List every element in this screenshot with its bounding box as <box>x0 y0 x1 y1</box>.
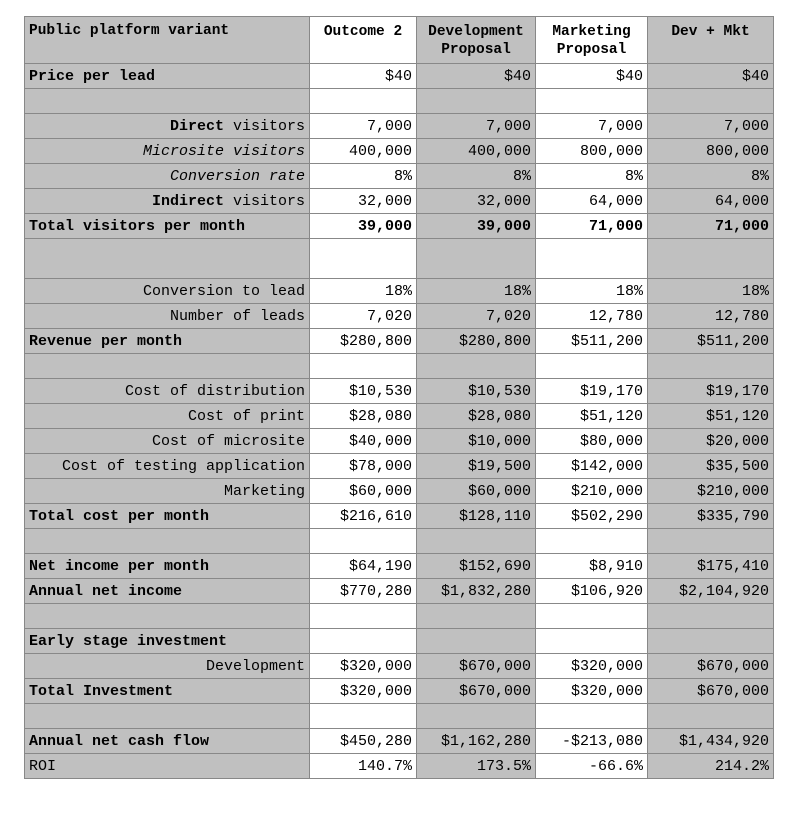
value-cell: $670,000 <box>648 654 774 679</box>
row-label: Development <box>25 654 310 679</box>
value-cell: 12,780 <box>648 304 774 329</box>
spacer-label-cell <box>25 89 310 114</box>
row-label: Total cost per month <box>25 504 310 529</box>
value-cell: $670,000 <box>648 679 774 704</box>
value-cell: $210,000 <box>648 479 774 504</box>
value-cell <box>417 629 536 654</box>
value-cell: $152,690 <box>417 554 536 579</box>
value-cell: $770,280 <box>310 579 417 604</box>
value-cell: 18% <box>310 279 417 304</box>
value-cell: 400,000 <box>417 139 536 164</box>
row-label: Net income per month <box>25 554 310 579</box>
value-cell: $142,000 <box>536 454 648 479</box>
row-label <box>25 139 310 164</box>
spacer-cell <box>648 704 774 729</box>
value-cell: $19,170 <box>536 379 648 404</box>
table-row <box>25 754 774 779</box>
value-cell: 7,000 <box>536 114 648 139</box>
spacer-cell <box>648 604 774 629</box>
table-row <box>25 214 774 239</box>
value-cell: 32,000 <box>417 189 536 214</box>
value-cell: 7,020 <box>417 304 536 329</box>
row-label: Cost of distribution <box>25 379 310 404</box>
row-label <box>25 164 310 189</box>
row-label <box>25 114 310 139</box>
value-cell: 7,000 <box>417 114 536 139</box>
spacer-cell <box>536 89 648 114</box>
value-cell: -66.6% <box>536 754 648 779</box>
value-cell: 7,020 <box>310 304 417 329</box>
table-row <box>25 554 774 579</box>
row-label: ROI <box>25 754 310 779</box>
value-cell: $1,832,280 <box>417 579 536 604</box>
row-label-bold-part: Direct <box>169 117 224 135</box>
table-row <box>25 729 774 754</box>
table-row <box>25 654 774 679</box>
value-cell: $19,500 <box>417 454 536 479</box>
value-cell: $320,000 <box>310 679 417 704</box>
value-cell: $10,530 <box>417 379 536 404</box>
spacer-cell <box>417 704 536 729</box>
value-cell: $51,120 <box>648 404 774 429</box>
spacer-cell <box>417 89 536 114</box>
value-cell: 64,000 <box>536 189 648 214</box>
spacer-row <box>25 239 774 279</box>
row-label-text: Conversion rate <box>169 167 305 185</box>
value-cell: $216,610 <box>310 504 417 529</box>
value-cell: $320,000 <box>536 654 648 679</box>
value-cell: 8% <box>310 164 417 189</box>
value-cell: $106,920 <box>536 579 648 604</box>
row-label: Conversion to lead <box>25 279 310 304</box>
spacer-label-cell <box>25 604 310 629</box>
spacer-label-cell <box>25 704 310 729</box>
value-cell: $280,800 <box>310 329 417 354</box>
value-cell: $670,000 <box>417 654 536 679</box>
row-label-text: Microsite visitors <box>142 142 305 160</box>
value-cell: $64,190 <box>310 554 417 579</box>
row-label: Early stage investment <box>25 629 310 654</box>
value-cell: 400,000 <box>310 139 417 164</box>
spacer-cell <box>536 704 648 729</box>
table-row <box>25 304 774 329</box>
spacer-cell <box>310 529 417 554</box>
value-cell: $450,280 <box>310 729 417 754</box>
row-label: Cost of print <box>25 404 310 429</box>
value-cell: 18% <box>417 279 536 304</box>
value-cell: 71,000 <box>536 214 648 239</box>
table-row <box>25 164 774 189</box>
value-cell: 18% <box>648 279 774 304</box>
spacer-row <box>25 529 774 554</box>
spacer-cell <box>417 604 536 629</box>
value-cell: $28,080 <box>310 404 417 429</box>
value-cell: 8% <box>536 164 648 189</box>
spacer-cell <box>417 354 536 379</box>
value-cell: 800,000 <box>536 139 648 164</box>
spacer-cell <box>648 354 774 379</box>
spacer-cell <box>310 704 417 729</box>
spacer-row <box>25 704 774 729</box>
header-row <box>25 17 774 64</box>
value-cell: $1,162,280 <box>417 729 536 754</box>
spacer-cell <box>417 239 536 279</box>
value-cell: 173.5% <box>417 754 536 779</box>
value-cell: $210,000 <box>536 479 648 504</box>
row-label: Total Investment <box>25 679 310 704</box>
value-cell: $670,000 <box>417 679 536 704</box>
value-cell: 18% <box>536 279 648 304</box>
value-cell: $40,000 <box>310 429 417 454</box>
table-body <box>25 17 774 779</box>
value-cell: 39,000 <box>417 214 536 239</box>
spacer-row <box>25 604 774 629</box>
value-cell: $60,000 <box>417 479 536 504</box>
spacer-cell <box>648 529 774 554</box>
value-cell: $2,104,920 <box>648 579 774 604</box>
table-row <box>25 189 774 214</box>
spacer-label-cell <box>25 354 310 379</box>
table-row <box>25 479 774 504</box>
value-cell: $80,000 <box>536 429 648 454</box>
row-label: Annual net income <box>25 579 310 604</box>
table-row <box>25 64 774 89</box>
table-row <box>25 629 774 654</box>
value-cell: 7,000 <box>648 114 774 139</box>
value-cell: $78,000 <box>310 454 417 479</box>
column-header-development-proposal: Development Proposal <box>417 17 536 64</box>
value-cell: 8% <box>648 164 774 189</box>
spacer-cell <box>310 89 417 114</box>
spacer-row <box>25 89 774 114</box>
spacer-cell <box>536 354 648 379</box>
row-label-rest-part: visitors <box>223 192 305 210</box>
table-row <box>25 454 774 479</box>
column-header-marketing-proposal: Marketing Proposal <box>536 17 648 64</box>
value-cell <box>310 629 417 654</box>
table-row <box>25 579 774 604</box>
table-row <box>25 404 774 429</box>
value-cell: 32,000 <box>310 189 417 214</box>
value-cell: $320,000 <box>536 679 648 704</box>
row-label: Cost of microsite <box>25 429 310 454</box>
value-cell: $40 <box>648 64 774 89</box>
value-cell <box>648 629 774 654</box>
value-cell: 7,000 <box>310 114 417 139</box>
value-cell: $280,800 <box>417 329 536 354</box>
row-label <box>25 189 310 214</box>
value-cell: 800,000 <box>648 139 774 164</box>
value-cell: $35,500 <box>648 454 774 479</box>
spacer-label-cell <box>25 239 310 279</box>
table-row <box>25 379 774 404</box>
value-cell: $60,000 <box>310 479 417 504</box>
value-cell: 39,000 <box>310 214 417 239</box>
value-cell: 214.2% <box>648 754 774 779</box>
row-label: Total visitors per month <box>25 214 310 239</box>
value-cell: 140.7% <box>310 754 417 779</box>
value-cell: $1,434,920 <box>648 729 774 754</box>
value-cell: $40 <box>310 64 417 89</box>
table-row <box>25 114 774 139</box>
value-cell: $335,790 <box>648 504 774 529</box>
value-cell: $10,530 <box>310 379 417 404</box>
column-header-outcome-2: Outcome 2 <box>310 17 417 64</box>
value-cell: $128,110 <box>417 504 536 529</box>
row-label: Annual net cash flow <box>25 729 310 754</box>
table-row <box>25 329 774 354</box>
value-cell: $320,000 <box>310 654 417 679</box>
spacer-label-cell <box>25 529 310 554</box>
row-label-rest-part: visitors <box>223 117 305 135</box>
spacer-cell <box>417 529 536 554</box>
table-row <box>25 679 774 704</box>
header-label: Public platform variant <box>25 17 310 64</box>
row-label: Number of leads <box>25 304 310 329</box>
value-cell: $511,200 <box>536 329 648 354</box>
row-label: Cost of testing application <box>25 454 310 479</box>
spacer-cell <box>648 89 774 114</box>
spacer-cell <box>310 239 417 279</box>
value-cell: $10,000 <box>417 429 536 454</box>
row-label: Price per lead <box>25 64 310 89</box>
value-cell: $502,290 <box>536 504 648 529</box>
table-row <box>25 504 774 529</box>
value-cell: 64,000 <box>648 189 774 214</box>
roi-comparison-table <box>24 16 774 779</box>
value-cell: $40 <box>417 64 536 89</box>
spacer-cell <box>536 604 648 629</box>
value-cell: $51,120 <box>536 404 648 429</box>
row-label-bold-part: Indirect <box>151 192 224 210</box>
spacer-cell <box>310 604 417 629</box>
value-cell <box>536 629 648 654</box>
value-cell: $20,000 <box>648 429 774 454</box>
value-cell: -$213,080 <box>536 729 648 754</box>
table-row <box>25 139 774 164</box>
value-cell: $40 <box>536 64 648 89</box>
spacer-cell <box>536 239 648 279</box>
value-cell: $175,410 <box>648 554 774 579</box>
value-cell: 71,000 <box>648 214 774 239</box>
value-cell: 12,780 <box>536 304 648 329</box>
value-cell: $8,910 <box>536 554 648 579</box>
value-cell: 8% <box>417 164 536 189</box>
spacer-row <box>25 354 774 379</box>
column-header-dev-mkt: Dev + Mkt <box>648 17 774 64</box>
value-cell: $511,200 <box>648 329 774 354</box>
row-label: Revenue per month <box>25 329 310 354</box>
table-row <box>25 279 774 304</box>
row-label: Marketing <box>25 479 310 504</box>
value-cell: $28,080 <box>417 404 536 429</box>
spacer-cell <box>310 354 417 379</box>
spacer-cell <box>648 239 774 279</box>
value-cell: $19,170 <box>648 379 774 404</box>
table-row <box>25 429 774 454</box>
spacer-cell <box>536 529 648 554</box>
